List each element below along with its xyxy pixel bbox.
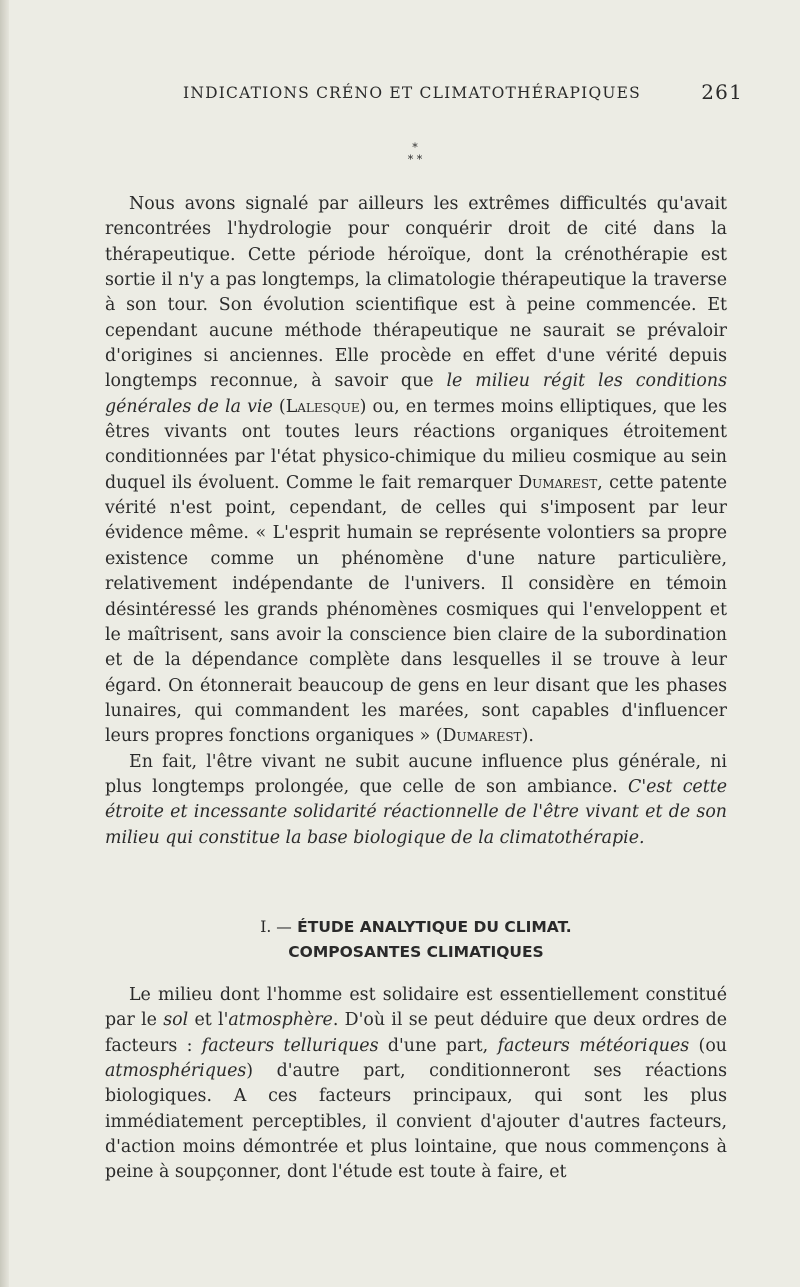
page-edge (0, 0, 9, 1287)
intro-paragraph-1: Nous avons signalé par ailleurs les extrêmes difficultés qu'avait rencontrées l'hydrologie pour conquérir droit de cité dans la thérapeutique. Cette période héroïque, dont la crénothérapie est sortie il n'y a pas longtemps, la climatologie thérapeutique la traverse à son tour. Son évolution scientifique est à peine commencée. Et cependant aucune méthode thérapeutique ne saurait se prévaloir d'origines si anciennes. Elle procède en effet d'une vérité depuis longtemps reconnue, à savoir que le milieu régit les conditions générales de la vie (Lalesque) ou, en termes moins elliptiques, que les êtres vivants ont toutes leurs réactions organiques étroitement conditionnées par l'état physico-chimique du milieu cosmique au sein duquel ils évoluent. Comme le fait remarquer Dumarest, cette patente vérité n'est point, cependant, de celles qui s'imposent par leur évidence même. « L'esprit humain se représente volontiers sa propre existence comme un phénomène d'une nature particulière, relativement indépendante de l'univers. Il considère en témoin désintéressé les grands phénomènes cosmiques qui l'enveloppent et le maîtrisent, sans avoir la conscience bien claire de la subordination et de la dépendance complète dans lesquelles il se trouve à leur égard. On étonnerait beaucoup de gens en leur disant que les phases lunaires, qui commandent les marées, sont capables d'influencer leurs propres fonctions organiques » (Dumarest). (105, 194, 727, 747)
section-title-2: COMPOSANTES CLIMATIQUES (288, 943, 544, 961)
italic-conclusion: C'est cette étroite et incessante solidarité réactionnelle de l'être vivant et de son milieu qui constitue la base biologique de la climatothérapie. (105, 776, 727, 848)
running-head (183, 80, 743, 110)
running-title: INDICATIONS CRÉNO ET CLIMATOTHÉRAPIQUES (183, 84, 641, 102)
section-number: I. — (260, 918, 292, 936)
asterism-top: * (412, 141, 418, 154)
intro-text (105, 192, 727, 851)
page-number: 261 (701, 80, 743, 104)
section-title-1: ÉTUDE ANALYTIQUE DU CLIMAT. (297, 918, 572, 936)
italic-quote: le milieu régit les conditions générales de la vie (105, 371, 727, 417)
section-paragraph-1: Le milieu dont l'homme est solidaire est essentiellement constitué par le sol et l'atmosphère. D'où il se peut déduire que deux ordres de facteurs : facteurs telluriques d'une part, facteurs météoriques (ou atmosphériques) d'autre part, conditionneront ses réactions biologiques. A ces facteurs principaux, qui sont les plus immédiatement perceptibles, il convient d'ajouter d'autres facteurs, d'action moins démontrée et plus lointaine, que nous commençons à peine à soupçonner, dont l'étude est toute à faire, et (105, 985, 727, 1183)
intro-paragraph-2: En fait, l'être vivant ne subit aucune influence plus générale, ni plus longtemps prolongée, que celle de son ambiance. C'est cette étroite et incessante solidarité réactionnelle de l'être vivant et de son milieu qui constitue la base biologique de la climatothérapie. (105, 751, 727, 848)
asterism-bottom: * * (407, 153, 423, 166)
section-text (105, 983, 727, 1186)
author-name: Dumarest (518, 472, 598, 493)
section-heading (105, 915, 727, 965)
author-name: Dumarest (442, 726, 522, 747)
author-name: Lalesque (285, 396, 360, 417)
section-heading-line-1 (105, 915, 727, 940)
asterism (385, 142, 445, 176)
